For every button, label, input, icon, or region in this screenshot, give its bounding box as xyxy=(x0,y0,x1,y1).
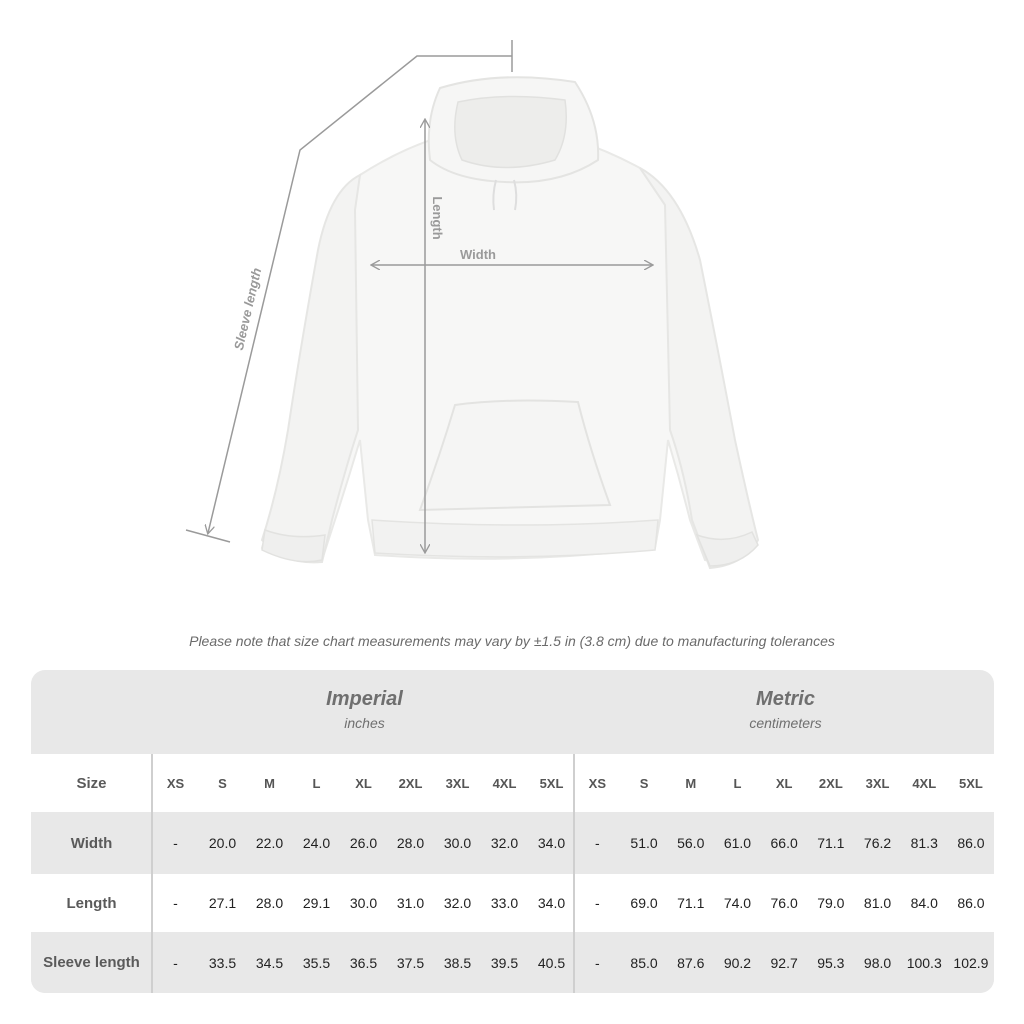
metric-value: 74.0 xyxy=(723,895,752,911)
imperial-size-xs: XS xyxy=(166,775,185,791)
metric-value: - xyxy=(595,895,600,911)
row-label: Length xyxy=(66,894,117,912)
imperial-value: 26.0 xyxy=(349,835,378,851)
metric-value: 71.1 xyxy=(817,835,845,851)
metric-size-xs: XS xyxy=(588,775,607,791)
imperial-value: 31.0 xyxy=(396,895,425,911)
metric-value: 61.0 xyxy=(723,835,752,851)
imperial-value: 32.0 xyxy=(443,895,472,911)
imperial-size-3xl: 3XL xyxy=(445,775,470,791)
imperial-value: 39.5 xyxy=(490,954,519,971)
metric-value: 87.6 xyxy=(677,954,705,971)
metric-value: 102.9 xyxy=(953,954,989,971)
metric-size-s: S xyxy=(639,775,649,791)
label-column-divider xyxy=(151,754,153,993)
imperial-value: 40.5 xyxy=(537,954,566,971)
imperial-value: 34.0 xyxy=(537,835,566,851)
imperial-size-2xl: 2XL xyxy=(398,775,423,791)
metric-value: 51.0 xyxy=(630,835,658,851)
metric-value: 85.0 xyxy=(630,954,658,971)
metric-value: 92.7 xyxy=(770,954,798,971)
imperial-value: 33.0 xyxy=(490,895,519,911)
length-label: Length xyxy=(430,196,445,240)
metric-title: Metric xyxy=(756,688,815,710)
imperial-metric-divider xyxy=(573,754,575,993)
metric-value: 81.0 xyxy=(863,895,892,911)
imperial-value: 27.1 xyxy=(208,895,237,911)
imperial-title: Imperial xyxy=(326,688,403,710)
imperial-value: 37.5 xyxy=(396,954,425,971)
imperial-value: - xyxy=(173,835,178,851)
imperial-value: 36.5 xyxy=(349,954,378,971)
size-chart-table xyxy=(31,670,994,993)
sleeve-length-label: Sleeve length xyxy=(230,266,265,352)
metric-size-m: M xyxy=(685,775,697,791)
imperial-size-xl: XL xyxy=(355,775,372,791)
imperial-value: 29.1 xyxy=(302,895,331,911)
imperial-unit: inches xyxy=(344,715,385,731)
imperial-value: 35.5 xyxy=(302,954,331,971)
metric-unit: centimeters xyxy=(749,715,822,731)
imperial-value: 20.0 xyxy=(208,835,237,851)
imperial-size-m: M xyxy=(264,775,275,791)
row-label: Width xyxy=(70,834,113,852)
imperial-value: 24.0 xyxy=(302,835,331,851)
imperial-value: 32.0 xyxy=(490,835,519,851)
row-label: Sleeve length xyxy=(43,954,140,971)
imperial-header xyxy=(152,670,577,754)
metric-value: 95.3 xyxy=(817,954,845,971)
metric-value: 69.0 xyxy=(630,895,658,911)
imperial-value: - xyxy=(173,954,178,971)
hoodie-icon xyxy=(262,77,758,568)
width-label: Width xyxy=(460,247,496,262)
metric-value: 71.1 xyxy=(677,895,705,911)
metric-header xyxy=(577,670,994,754)
metric-value: 76.0 xyxy=(770,895,798,911)
metric-value: 90.2 xyxy=(723,954,752,971)
size-column-label: Size xyxy=(76,774,107,792)
metric-size-2xl: 2XL xyxy=(818,775,843,791)
metric-size-xl: XL xyxy=(775,775,793,791)
imperial-value: 28.0 xyxy=(255,895,284,911)
metric-value: 81.3 xyxy=(910,835,938,851)
metric-value: 86.0 xyxy=(957,895,985,911)
imperial-value: 30.0 xyxy=(349,895,378,911)
metric-size-l: L xyxy=(733,775,742,791)
imperial-size-s: S xyxy=(218,775,227,791)
metric-value: - xyxy=(595,954,600,971)
metric-value: 66.0 xyxy=(770,835,798,851)
metric-value: 84.0 xyxy=(910,895,938,911)
table-row xyxy=(31,874,994,932)
table-row xyxy=(31,932,994,993)
imperial-value: 28.0 xyxy=(396,835,425,851)
tolerance-note: Please note that size chart measurements may vary by ±1.5 in (3.8 cm) due to manufacturing tolerances xyxy=(189,633,835,649)
metric-value: 100.3 xyxy=(906,954,942,971)
table-row xyxy=(31,812,994,874)
metric-value: 56.0 xyxy=(677,835,705,851)
imperial-value: 38.5 xyxy=(443,954,472,971)
metric-size-4xl: 4XL xyxy=(912,775,937,791)
metric-size-3xl: 3XL xyxy=(865,775,890,791)
metric-value: - xyxy=(595,835,600,851)
metric-size-5xl: 5XL xyxy=(959,775,983,791)
metric-value: 98.0 xyxy=(863,954,892,971)
imperial-value: 22.0 xyxy=(255,835,284,851)
imperial-size-l: L xyxy=(312,775,321,791)
size-header-row xyxy=(31,754,994,812)
imperial-size-5xl: 5XL xyxy=(539,775,564,791)
imperial-value: 34.0 xyxy=(537,895,566,911)
imperial-value: - xyxy=(173,895,178,911)
imperial-size-4xl: 4XL xyxy=(492,775,517,791)
imperial-value: 33.5 xyxy=(208,954,237,971)
metric-value: 79.0 xyxy=(817,895,845,911)
metric-value: 76.2 xyxy=(863,835,892,851)
metric-value: 86.0 xyxy=(957,835,985,851)
imperial-value: 34.5 xyxy=(255,954,284,971)
imperial-value: 30.0 xyxy=(443,835,472,851)
